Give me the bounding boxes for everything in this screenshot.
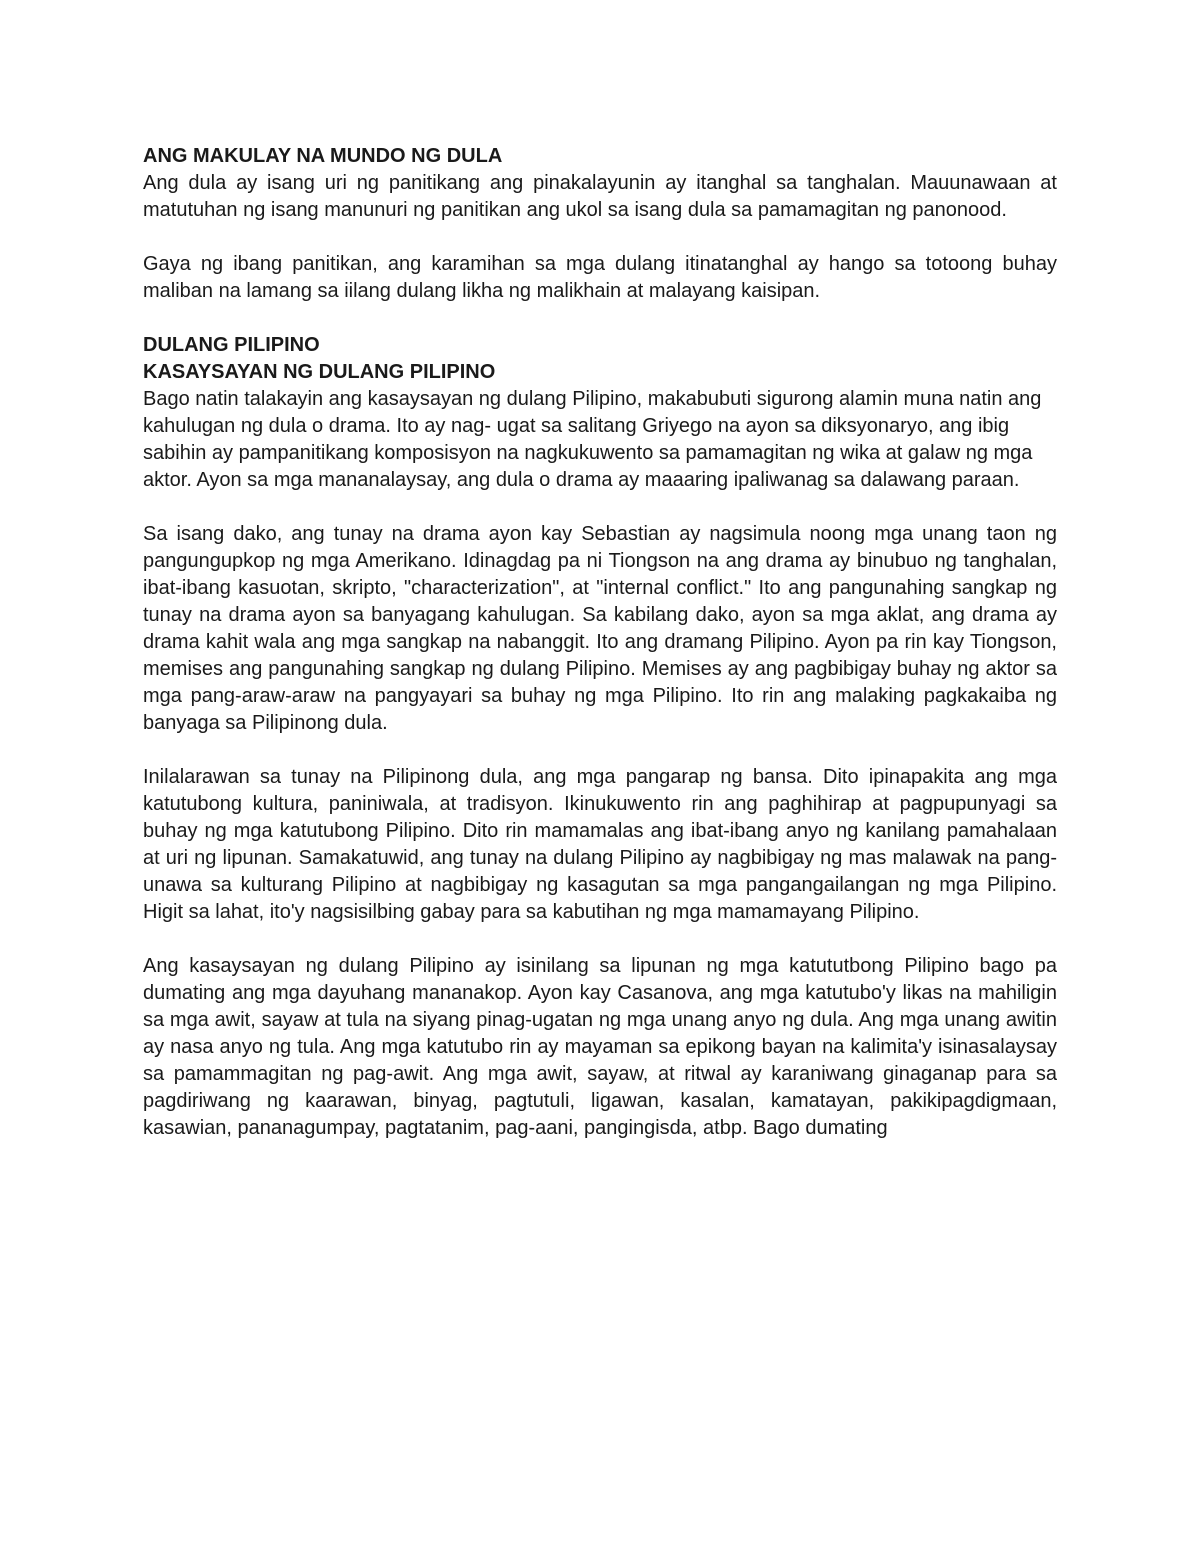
paragraph-ang-kasaysayan: Ang kasaysayan ng dulang Pilipino ay isinilang sa lipunan ng mga katututbong Pilipino bago pa dumating ang mga dayuhang mananakop. Ayon kay Casanova, ang mga katutubo'y likas na mahiligin sa mga awit, sayaw at tula na siyang pinag-ugatan ng mga unang anyo ng dula. Ang mga unang awitin ay nasa anyo ng tula. Ang mga katutubo rin ay mayaman sa epikong bayan na kalimita'y isinasalaysay sa pamammagitan ng pag-awit. Ang mga awit, sayaw, at ritwal ay karaniwang ginaganap para sa pagdiriwang ng kaarawan, binyag, pagtutuli, ligawan, kasalan, kamatayan, pakikipagdigmaan, kasawian, pananagumpay, pagtatanim, pag-aani, pangingisda, atbp. Bago dumating — [143, 955, 1057, 1139]
paragraph-sa-isang-dako: Sa isang dako, ang tunay na drama ayon kay Sebastian ay nagsimula noong mga unang taon ng pangungupkop ng mga Amerikano. Idinagdag pa ni Tiongson na ang drama ay binubuo ng tanghalan, ibat-ibang kasuotan, skripto, "characterization", at "internal conflict." Ito ang pangunahing sangkap ng tunay na drama ayon sa banyagang kahulugan. Sa kabilang dako, ayon sa mga aklat, ang drama ay drama kahit wala ang mga sangkap na nabanggit. Ito ang dramang Pilipino. Ayon pa rin kay Tiongson, memises ang pangunahing sangkap ng dulang Pilipino. Memises ay ang pagbibigay buhay ng aktor sa mga pang-araw-araw na pangyayari sa buhay ng mga Pilipino. Ito rin ang malaking pagkakaiba ng banyaga sa Pilipinong dula. — [143, 523, 1057, 734]
section-title-makulay-na-mundo: ANG MAKULAY NA MUNDO NG DULA — [143, 145, 503, 167]
paragraph-inilalarawan: Inilalarawan sa tunay na Pilipinong dula, ang mga pangarap ng bansa. Dito ipinapakita ang mga katutubong kultura, paniniwala, at tradisyon. Ikinukuwento rin ang paghihirap at pagpupunyagi sa buhay ng mga katutubong Pilipino. Dito rin mamamalas ang ibat-ibang anyo ng kanilang pamahalaan at uri ng lipunan. Samakatuwid, ang tunay na dulang Pilipino ay nagbibigay ng mas malawak na pang-unawa sa kulturang Pilipino at nagbibigay ng kasagutan sa mga pangangailangan ng mga Pilipino. Higit sa lahat, ito'y nagsisilbing gabay para sa kabutihan ng mga mamamayang Pilipino. — [143, 766, 1057, 923]
paragraph-dula-kahulugan: Ang dula ay isang uri ng panitikang ang pinakalayunin ay itanghal sa tanghalan. Mauunawaan at matutuhan ng isang manunuri ng panitikan ang ukol sa isang dula sa pamamagitan ng panonood. — [143, 172, 1057, 221]
paragraph-bago-natin-talakayin: Bago natin talakayin ang kasaysayan ng dulang Pilipino, makabubuti sigurong alamin muna natin ang kahulugan ng dula o drama. Ito ay nag- ugat sa salitang Griyego na ayon sa diksyonaryo, ang ibig sabihin ay pampanitikang komposisyon na nagkukuwento sa pamamagitan ng wika at galaw ng mga aktor. Ayon sa mga mananalaysay, ang dula o drama ay maaaring ipaliwanag sa dalawang paraan. — [143, 388, 1042, 491]
section-subtitle-kasaysayan: KASAYSAYAN NG DULANG PILIPINO — [143, 361, 496, 383]
section-title-dulang-pilipino: DULANG PILIPINO — [143, 334, 320, 356]
paragraph-gaya-ng-ibang-panitikan: Gaya ng ibang panitikan, ang karamihan sa mga dulang itinatanghal ay hango sa totoong buhay maliban na lamang sa iilang dulang likha ng malikhain at malayang kaisipan. — [143, 253, 1057, 302]
document-body — [143, 143, 1057, 1142]
